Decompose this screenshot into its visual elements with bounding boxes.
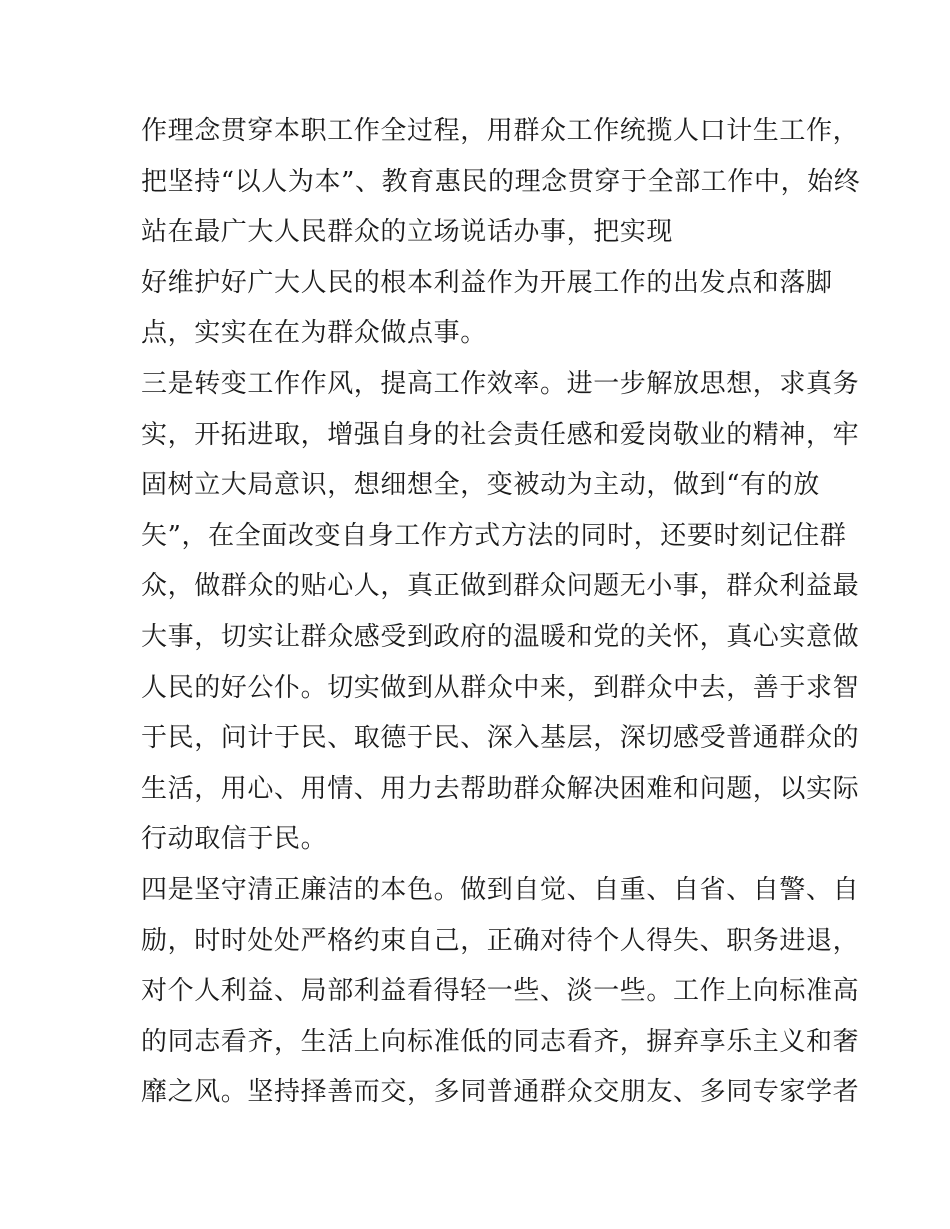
text-line: 四是坚守清正廉洁的本色。做到自觉、自重、自省、自警、自 [141,874,860,905]
text-line: 点，实实在在为群众做点事。 [141,318,487,349]
text-line: 大事，切实让群众感受到政府的温暖和党的关怀，真心实意做 [141,621,860,652]
text-line: 靡之风。坚持择善而交，多同普通群众交朋友、多同专家学者 [141,1077,860,1108]
text-line: 三是转变工作作风，提高工作效率。进一步解放思想，求真务 [141,368,860,399]
text-line: 的同志看齐，生活上向标准低的同志看齐，摒弃享乐主义和奢 [141,1026,860,1057]
text-line: 励，时时处处严格约束自己，正确对待个人得失、职务进退， [141,925,860,956]
text-line: 站在最广大人民群众的立场说话办事，把实现 [141,217,674,248]
text-line: 好维护好广大人民的根本利益作为开展工作的出发点和落脚 [141,267,833,298]
text-line: 作理念贯穿本职工作全过程，用群众工作统揽人口计生工作， [141,116,860,146]
text-line: 矢”，在全面改变自身工作方式方法的同时，还要时刻记住群 [141,520,847,551]
text-line: 固树立大局意识，想细想全，变被动为主动，做到“有的放 [141,470,820,501]
text-line: 行动取信于民。 [141,824,328,855]
text-line: 众，做群众的贴心人，真正做到群众问题无小事，群众利益最 [141,571,860,602]
text-line: 生活，用心、用情、用力去帮助群众解决困难和问题，以实际 [141,773,860,804]
text-line: 把坚持“以人为本”、教育惠民的理念贯穿于全部工作中，始终 [141,166,861,197]
text-line: 人民的好公仆。切实做到从群众中来，到群众中去，善于求智 [141,672,860,703]
text-line: 实，开拓进取，增强自身的社会责任感和爱岗敬业的精神，牢 [141,419,860,450]
text-line: 于民，问计于民、取德于民、深入基层，深切感受普通群众的 [141,723,860,754]
text-line: 对个人利益、局部利益看得轻一些、淡一些。工作上向标准高 [141,976,860,1007]
document-body-text [141,106,861,1118]
